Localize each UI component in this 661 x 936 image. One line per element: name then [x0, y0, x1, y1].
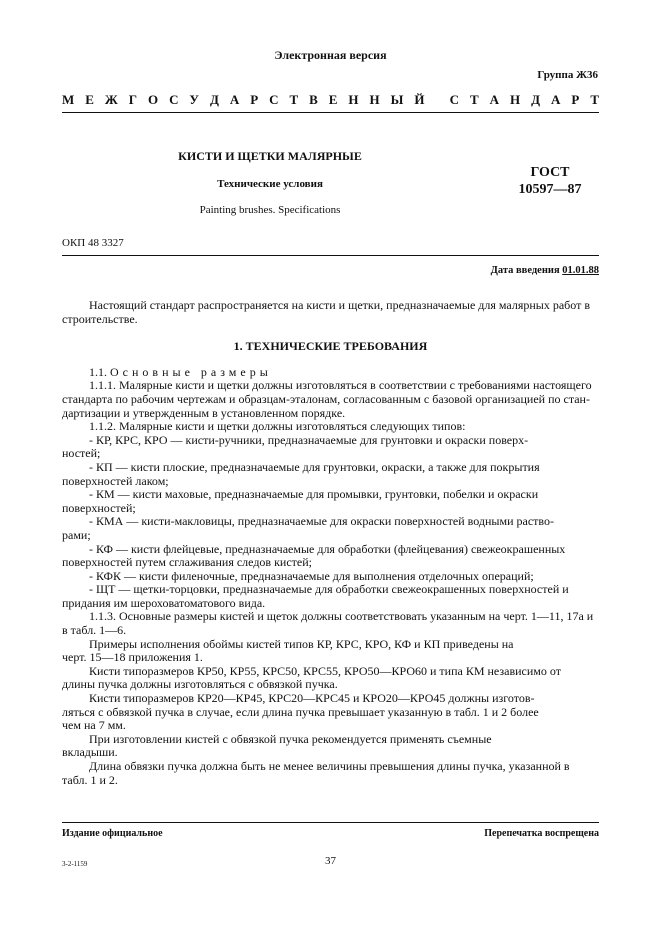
- intro-date-label: Дата введения: [490, 265, 560, 276]
- standard-heading-letter: Ы: [390, 92, 404, 107]
- clause-1-1-number: 1.1.: [89, 364, 107, 379]
- type-item-line: поверхностей лаком;: [62, 473, 169, 488]
- standard-heading-letter: Н: [348, 92, 359, 107]
- standard-heading-letter: Н: [510, 92, 521, 107]
- clause-text-line: стандарта по рабочим чертежам и образцам-эталонам, согласованным с базовой организацией по стан-: [62, 391, 590, 406]
- gost-line-1: ГОСТ: [530, 165, 570, 180]
- clause-1-1: [89, 366, 599, 380]
- edition-label: Издание официальное: [62, 828, 163, 839]
- type-item-line: ностей;: [62, 446, 101, 461]
- standard-heading-letter: А: [489, 92, 500, 107]
- clause-text-line: вкладыши.: [62, 745, 118, 760]
- clause-text-line: длины пучка должны изготовляться с обвязкой пучка.: [62, 677, 338, 692]
- type-item-line: поверхностей;: [62, 500, 136, 515]
- type-item-line: поверхностей путем сглаживания следов кистей;: [62, 555, 312, 570]
- intro-date-value: 01.01.88: [562, 265, 599, 276]
- top-divider: [62, 112, 599, 113]
- standard-heading-letter: Г: [128, 92, 137, 107]
- type-item-line: рами;: [62, 527, 91, 542]
- standard-heading-letter: Р: [250, 92, 259, 107]
- document-english-title: Painting brushes. Specifications: [199, 204, 341, 216]
- reprint-notice: Перепечатка воспрещена: [484, 828, 599, 839]
- clause-text-line: Кисти типоразмеров КР50, КР55, КРС50, КРС55, КРО50—КРО60 и типа КМ независимо от: [89, 663, 561, 678]
- section-heading: 1. ТЕХНИЧЕСКИЕ ТРЕБОВАНИЯ: [233, 339, 428, 354]
- type-item-line: придания им шероховатоматового вида.: [62, 595, 266, 610]
- standard-heading-letter: М: [62, 92, 75, 107]
- type-item-line: - КП — кисти плоские, предназначаемые для грунтовки, окраски, а также для покрытия: [89, 459, 540, 474]
- page-number: 37: [325, 855, 336, 867]
- standard-heading-letter: О: [147, 92, 159, 107]
- clause-text-line: 1.1.2. Малярные кисти и щетки должны изготовляться следующих типов:: [89, 419, 466, 434]
- clause-text-line: ляться с обвязкой пучка в случае, если длина пучка превышает указанную в табл. 1 и 2 более: [62, 704, 539, 719]
- okp-code: ОКП 48 3327: [62, 237, 124, 249]
- type-item-line: - КФ — кисти флейцевые, предназначаемые для обработки (флейцевания) свежеокрашенных: [89, 541, 566, 556]
- clause-text-line: в табл. 1—6.: [62, 623, 127, 638]
- standard-heading-letter: Д: [531, 92, 541, 107]
- clause-1-1-title: Основные размеры: [110, 364, 272, 379]
- type-item-line: - КР, КРС, КРО — кисти-ручники, предназначаемые для грунтовки и окраски поверх-: [89, 432, 529, 447]
- clause-text-line: Длина обвязки пучка должна быть не менее величины превышения длины пучка, указанной в: [89, 759, 570, 773]
- introduction-date: [491, 265, 599, 276]
- standard-heading-letter: А: [551, 92, 561, 107]
- standard-heading-letter: Й: [414, 92, 425, 107]
- standard-heading-letter: Н: [369, 92, 380, 107]
- clause-text-line: Примеры исполнения обоймы кистей типов КР, КРС, КРО, КФ и КП приведены на: [89, 636, 514, 651]
- intro-paragraph-line: Настоящий стандарт распространяется на кисти и щетки, предназначаемые для малярных работ в: [89, 298, 591, 312]
- clause-text-line: чем на 7 мм.: [62, 718, 126, 733]
- standard-heading-letter: Т: [289, 92, 299, 107]
- electronic-version-label: Электронная версия: [274, 48, 387, 62]
- clause-text-line: 1.1.3. Основные размеры кистей и щеток должны соответствовать указанным на черт. 1—11, 17а и: [89, 609, 594, 624]
- standard-heading-letter: [435, 92, 438, 108]
- standard-heading-letter: Т: [590, 92, 599, 107]
- group-label: Группа Ж36: [537, 69, 598, 81]
- standard-heading-letter: А: [229, 92, 240, 107]
- standard-heading-letter: Е: [328, 92, 338, 107]
- gost-number: [495, 164, 605, 198]
- middle-divider: [62, 255, 599, 256]
- clause-text-line: черт. 15—18 приложения 1.: [62, 650, 203, 665]
- standard-heading-letter: С: [169, 92, 179, 107]
- standard-heading-letter: Е: [85, 92, 94, 107]
- standard-heading-letter: Р: [571, 92, 580, 107]
- standard-heading-letter: В: [309, 92, 318, 107]
- standard-heading-letter: Д: [209, 92, 219, 107]
- clause-text-line: дартизации и утвержденным в установленном порядке.: [62, 405, 346, 420]
- standard-heading-letter: С: [449, 92, 460, 107]
- print-code: 3-2-1159: [62, 860, 88, 868]
- clause-text-line: При изготовлении кистей с обвязкой пучка рекомендуется применять съемные: [89, 731, 492, 746]
- bottom-divider: [62, 822, 599, 823]
- interstate-standard-heading: [62, 92, 599, 108]
- type-item-line: - КФК — кисти филеночные, предназначаемые для выполнения отделочных операций;: [89, 568, 534, 583]
- standard-heading-letter: Т: [470, 92, 479, 107]
- standard-heading-letter: У: [189, 92, 199, 107]
- standard-heading-letter: С: [269, 92, 279, 107]
- standard-heading-letter: Ж: [104, 92, 118, 107]
- type-item-line: - КМ — кисти маховые, предназначаемые для промывки, грунтовки, побелки и окраски: [89, 487, 539, 502]
- clause-text-line: 1.1.1. Малярные кисти и щетки должны изготовляться в соответствии с требованиями настоящего: [89, 378, 592, 393]
- document-body: [62, 298, 599, 787]
- intro-paragraph-line: строительстве.: [62, 311, 138, 326]
- document-title: КИСТИ И ЩЕТКИ МАЛЯРНЫЕ: [178, 149, 362, 163]
- gost-line-2: 10597—87: [518, 182, 582, 197]
- document-subtitle: Технические условия: [217, 178, 323, 190]
- type-item-line: - КМА — кисти-макловицы, предназначаемые для окраски поверхностей водными раство-: [89, 514, 554, 529]
- type-item-line: - ЩТ — щетки-торцовки, предназначаемые для обработки свежеокрашенных поверхностей и: [89, 582, 569, 597]
- clause-text-line: Кисти типоразмеров КР20—КР45, КРС20—КРС45 и КРО20—КРО45 должны изготов-: [89, 691, 535, 706]
- clause-text-line: табл. 1 и 2.: [62, 772, 118, 787]
